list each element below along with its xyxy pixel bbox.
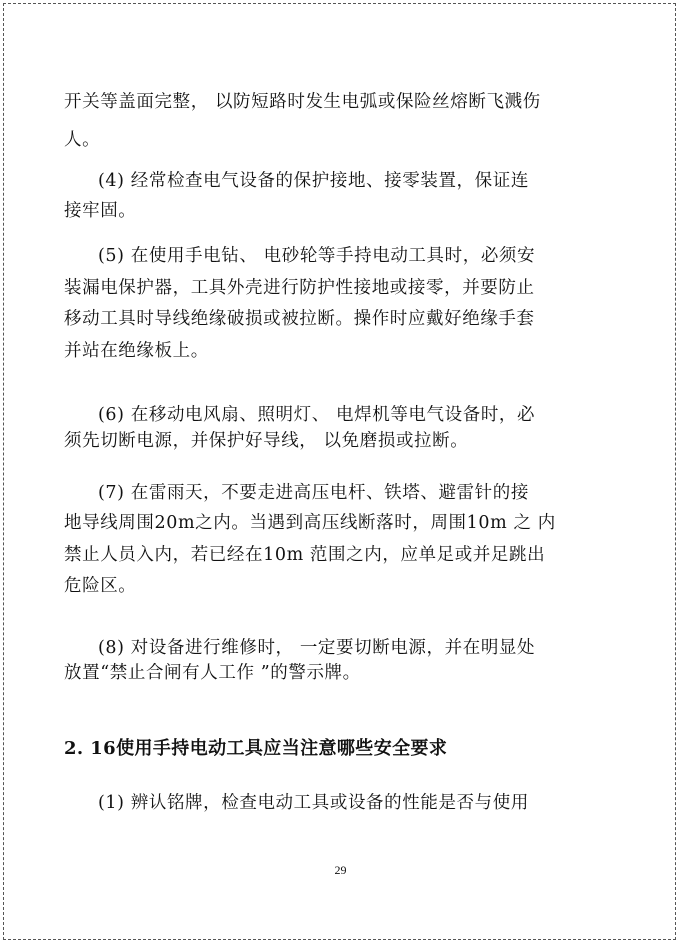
body-line: 禁止人员入内，若已经在10m 范围之内，应单足或并足跳出 — [64, 545, 546, 565]
body-line: 地导线周围20m之内。当遇到高压线断落时，周围10m 之 内 — [64, 513, 556, 533]
body-line: 须先切断电源，并保护好导线， 以免磨损或拉断。 — [64, 431, 469, 451]
section-heading: 2. 16使用手持电动工具应当注意哪些安全要求 — [64, 738, 448, 759]
body-line: 开关等盖面完整， 以防短路时发生电弧或保险丝熔断飞溅伤 — [64, 92, 541, 112]
body-line: 接牢固。 — [64, 201, 137, 221]
body-line: 装漏电保护器，工具外壳进行防护性接地或接零，并要防止 — [64, 278, 535, 298]
body-line: 人。 — [64, 130, 101, 150]
body-line: (5) 在使用手电钻、 电砂轮等手持电动工具时，必须安 — [98, 246, 536, 266]
body-line: (8) 对设备进行维修时， 一定要切断电源，并在明显处 — [98, 638, 536, 658]
body-line: 危险区。 — [64, 576, 137, 596]
body-line: (7) 在雷雨天，不要走进高压电杆、铁塔、避雷针的接 — [98, 483, 529, 503]
body-line: 并站在绝缘板上。 — [64, 341, 209, 361]
body-line: (1) 辨认铭牌，检查电动工具或设备的性能是否与使用 — [98, 793, 529, 813]
body-line: 移动工具时导线绝缘破损或被拉断。操作时应戴好绝缘手套 — [64, 309, 535, 329]
body-line: (6) 在移动电风扇、照明灯、 电焊机等电气设备时，必 — [98, 405, 536, 425]
page-number: 29 — [334, 863, 347, 877]
body-line: (4) 经常检查电气设备的保护接地、接零装置，保证连 — [98, 171, 529, 191]
body-line: 放置“禁止合闸有人工作 ”的警示牌。 — [64, 663, 361, 683]
